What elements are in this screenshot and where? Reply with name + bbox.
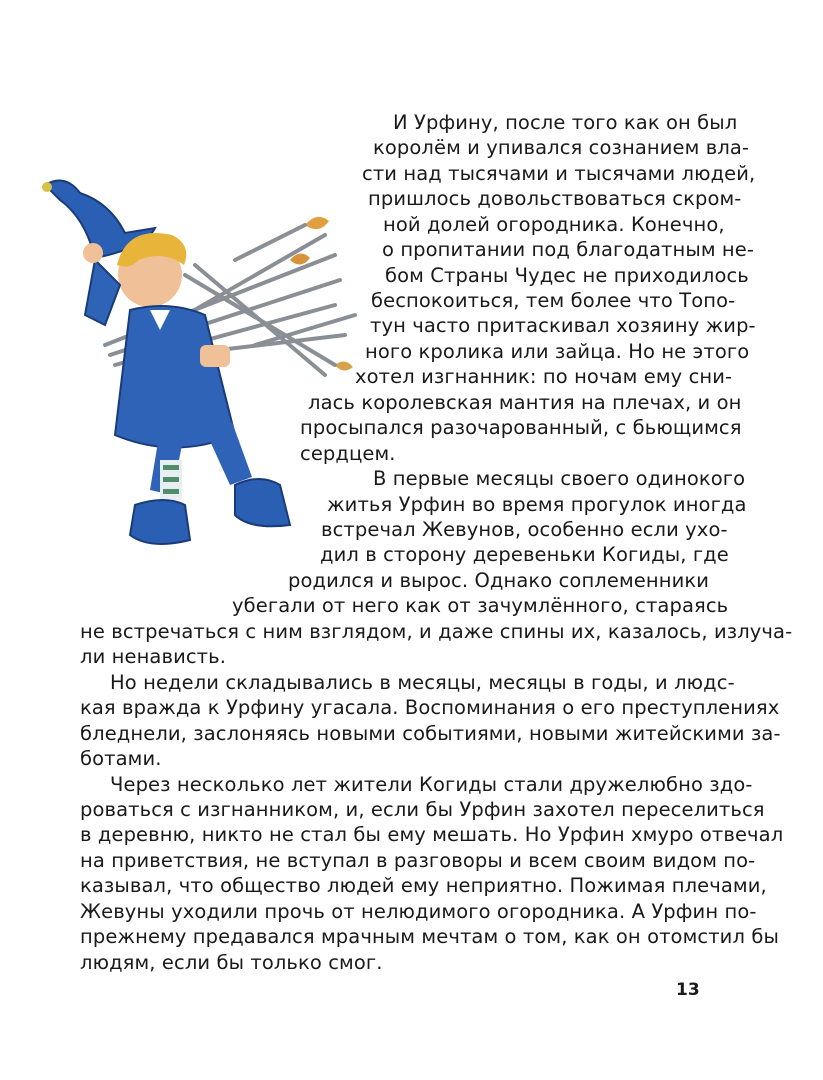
text-line: убегали от него как от зачумлённого, стараясь [232, 594, 729, 617]
text-line: Но недели складывались в месяцы, месяцы в годы, и людс- [110, 671, 735, 694]
text-line: житья Урфин во время прогулок иногда [327, 493, 747, 516]
text-line: о пропитании под благодатным не- [382, 238, 755, 261]
text-line: не встречаться с ним взглядом, и даже спины их, казалось, излуча- [80, 620, 793, 643]
text-line: пришлось довольствоваться скром- [368, 187, 742, 210]
text-line: В первые месяцы своего одинокого [373, 467, 746, 490]
text-line: дил в сторону деревеньки Когиды, где [320, 543, 729, 566]
text-line: просыпался разочарованный, с бьющимся [300, 416, 742, 439]
text-line: казывал, что общество людей ему неприятно. Пожимая плечами, [80, 874, 767, 897]
boot-icon [235, 479, 290, 526]
text-line: Через несколько лет жители Когиды стали дружелюбно здо- [110, 773, 753, 796]
leaf-icon [335, 361, 353, 370]
text-line: хотел изгнанник: по ночам ему сни- [355, 365, 733, 388]
text-line: в деревню, никто не стал бы ему мешать. Но Урфин хмуро отвечал [80, 823, 784, 846]
text-line: кая вражда к Урфину угасала. Воспоминания о его преступлениях [80, 696, 780, 719]
text-line: И Урфину, после того как он был [393, 111, 738, 134]
text-line: бом Страны Чудес не приходилось [385, 264, 749, 287]
character-illustration [35, 165, 360, 575]
text-line: ной долей огородника. Конечно, [383, 213, 725, 236]
text-line: встречал Жевунов, особенно если ухо- [321, 518, 728, 541]
leaf-icon [305, 217, 329, 229]
text-line: ботами. [80, 747, 162, 770]
text-line: прежнему предавался мрачным мечтам о том, как он отомстил бы [80, 925, 779, 948]
text-line: людям, если бы только смог. [80, 951, 383, 974]
text-line: роваться с изгнанником, и, если бы Урфин захотел переселиться [80, 798, 765, 821]
text-line: ного кролика или зайца. Но не этого [365, 340, 750, 363]
text-line: родился и вырос. Однако соплеменники [288, 569, 709, 592]
text-line: тун часто притаскивал хозяину жир- [370, 314, 756, 337]
text-line: бледнели, заслоняясь новыми событиями, новыми житейскими за- [80, 722, 781, 745]
text-line: ли ненависть. [80, 645, 227, 668]
boot-icon [130, 500, 190, 544]
text-line: лась королевская мантия на плечах, и он [308, 391, 742, 414]
page-number: 13 [676, 980, 700, 1000]
text-line: сердцем. [300, 442, 396, 465]
text-line: Жевуны уходили прочь от нелюдимого огородника. А Урфин по- [80, 900, 757, 923]
text-line: на приветствия, не вступал в разговоры и всем своим видом по- [80, 849, 756, 872]
text-line: королём и упивался сознанием вла- [373, 136, 750, 159]
text-line: сти над тысячами и тысячами людей, [362, 162, 756, 185]
text-line: беспокоиться, тем более что Топо- [371, 289, 736, 312]
